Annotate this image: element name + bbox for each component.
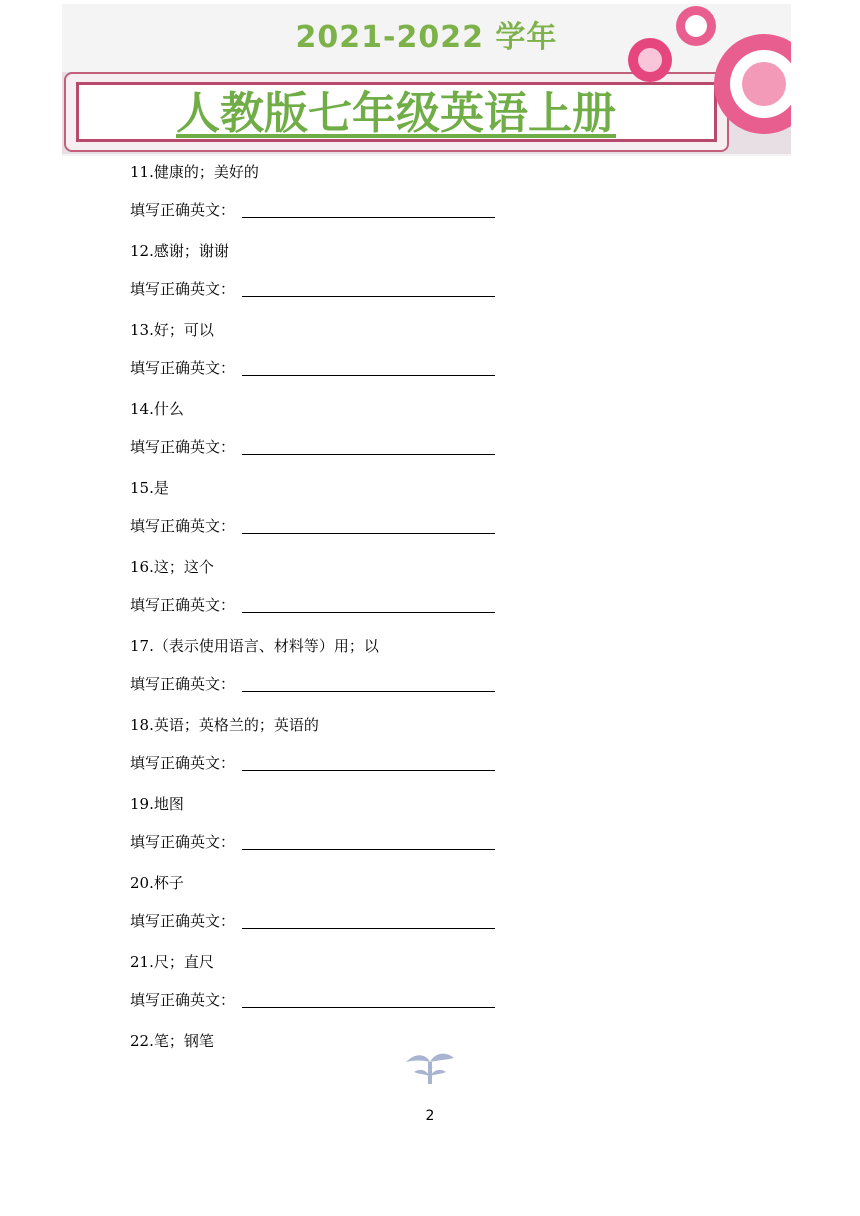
answer-blank[interactable] — [242, 1007, 495, 1008]
deco-circle-top-inner — [685, 15, 707, 37]
question-item-14 — [130, 398, 184, 419]
answer-row-19 — [130, 832, 235, 852]
question-text: 什么 — [153, 400, 184, 418]
answer-row-15 — [130, 516, 235, 536]
deco-circle-mid-inner — [638, 48, 662, 72]
question-number: 19. — [130, 795, 154, 813]
sprout-stem — [428, 1062, 432, 1084]
pink-circles-decoration — [62, 4, 791, 156]
answer-blank[interactable] — [242, 612, 495, 613]
question-item-11 — [130, 161, 259, 182]
sprout-left-leaf — [406, 1055, 430, 1062]
question-item-18 — [130, 714, 319, 735]
question-number: 18. — [130, 716, 154, 734]
question-text: （表示使用语言、材料等）用；以 — [153, 637, 379, 655]
question-text: 笔；钢笔 — [153, 1032, 214, 1050]
question-number: 16. — [130, 558, 154, 576]
answer-blank[interactable] — [242, 375, 495, 376]
page-number: 2 — [425, 1108, 435, 1124]
question-item-21 — [130, 951, 214, 972]
question-number: 12. — [130, 242, 154, 260]
sprout-right-leaf — [430, 1054, 454, 1062]
page-header — [62, 4, 791, 156]
question-number: 21. — [130, 953, 154, 971]
answer-label: 填写正确英文： — [130, 201, 236, 219]
answer-label: 填写正确英文： — [130, 596, 236, 614]
answer-row-16 — [130, 595, 235, 615]
question-item-22 — [130, 1030, 214, 1051]
answer-row-14 — [130, 437, 235, 457]
answer-row-20 — [130, 911, 235, 931]
question-text: 尺；直尺 — [153, 953, 214, 971]
question-item-12 — [130, 240, 229, 261]
question-number: 20. — [130, 874, 154, 892]
question-text: 健康的；美好的 — [153, 163, 259, 181]
question-text: 英语；英格兰的；英语的 — [153, 716, 319, 734]
question-text: 好；可以 — [153, 321, 214, 339]
answer-label: 填写正确英文： — [130, 359, 236, 377]
answer-blank[interactable] — [242, 533, 495, 534]
answer-row-21 — [130, 990, 235, 1010]
question-item-13 — [130, 319, 214, 340]
answer-row-12 — [130, 279, 235, 299]
answer-label: 填写正确英文： — [130, 912, 236, 930]
header-year: 2021-2022 学年 — [295, 20, 558, 55]
sprout-lower-left — [414, 1070, 430, 1076]
question-number: 14. — [130, 400, 154, 418]
answer-row-17 — [130, 674, 235, 694]
answer-label: 填写正确英文： — [130, 754, 236, 772]
question-text: 是 — [153, 479, 169, 497]
question-item-15 — [130, 477, 169, 498]
question-number: 22. — [130, 1032, 154, 1050]
question-item-19 — [130, 793, 184, 814]
question-text: 这；这个 — [153, 558, 214, 576]
header-title: 人教版七年级英语上册 — [176, 88, 616, 139]
answer-blank[interactable] — [242, 217, 495, 218]
question-item-17 — [130, 635, 379, 656]
answer-label: 填写正确英文： — [130, 675, 236, 693]
footer-sprout-icon — [404, 1050, 456, 1088]
answer-label: 填写正确英文： — [130, 833, 236, 851]
question-number: 17. — [130, 637, 154, 655]
question-number: 13. — [130, 321, 154, 339]
answer-blank[interactable] — [242, 770, 495, 771]
answer-label: 填写正确英文： — [130, 438, 236, 456]
answer-blank[interactable] — [242, 296, 495, 297]
answer-label: 填写正确英文： — [130, 280, 236, 298]
question-item-20 — [130, 872, 184, 893]
question-text: 杯子 — [153, 874, 184, 892]
answer-row-13 — [130, 358, 235, 378]
question-number: 11. — [130, 163, 154, 181]
deco-circle-large-core — [742, 62, 786, 106]
question-text: 感谢；谢谢 — [153, 242, 229, 260]
answer-label: 填写正确英文： — [130, 517, 236, 535]
question-text: 地图 — [153, 795, 184, 813]
question-number: 15. — [130, 479, 154, 497]
answer-blank[interactable] — [242, 454, 495, 455]
answer-blank[interactable] — [242, 928, 495, 929]
sprout-lower-right — [430, 1070, 446, 1076]
answer-blank[interactable] — [242, 849, 495, 850]
answer-blank[interactable] — [242, 691, 495, 692]
answer-row-11 — [130, 200, 235, 220]
answer-label: 填写正确英文： — [130, 991, 236, 1009]
answer-row-18 — [130, 753, 235, 773]
question-item-16 — [130, 556, 214, 577]
